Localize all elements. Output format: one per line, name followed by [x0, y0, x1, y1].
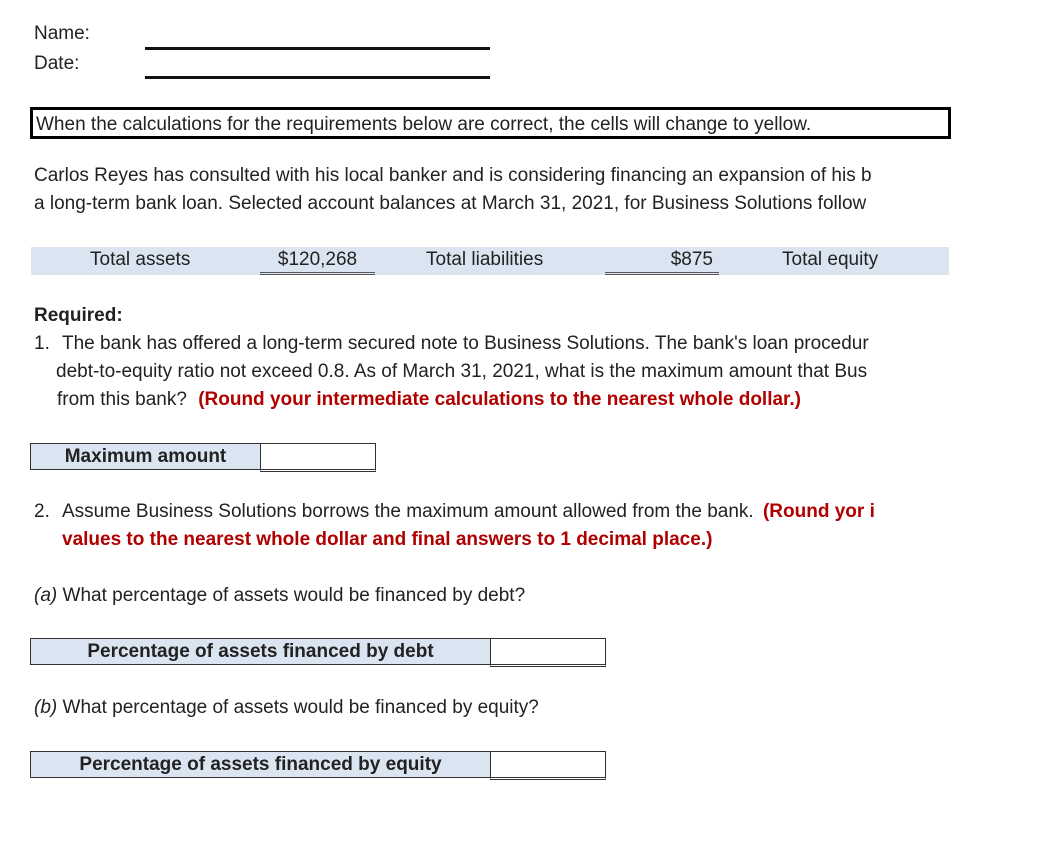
debt-percentage-input[interactable]: [490, 638, 606, 667]
qb-line: [34, 697, 539, 719]
maximum-amount-input[interactable]: [260, 443, 376, 472]
q2-question: Assume Business Solutions borrows the maximum amount allowed from the bank.: [62, 501, 754, 522]
q1-line-1: The bank has offered a long-term secured note to Business Solutions. The bank's loan procedur: [62, 333, 869, 354]
qa-tag: (a): [34, 585, 58, 606]
total-liabilities-label: Total liabilities: [426, 249, 544, 270]
q1-question-end: from this bank?: [57, 389, 187, 410]
qb-tag: (b): [34, 697, 58, 718]
q2-rounding-note-end: values to the nearest whole dollar and final answers to 1 decimal place.): [62, 529, 713, 550]
notice-text: When the calculations for the requirements below are correct, the cells will change to yellow.: [36, 114, 812, 135]
total-assets-value: $120,268: [260, 249, 375, 275]
equity-percentage-label: Percentage of assets financed by equity: [30, 751, 491, 778]
q2-rounding-note-start: (Round yor i: [762, 501, 875, 522]
qb-text: What percentage of assets would be financed by equity?: [62, 697, 539, 718]
q2-number: 2.: [34, 501, 50, 522]
required-heading: Required:: [34, 305, 123, 326]
q2-line-1: [62, 501, 875, 523]
name-field-line[interactable]: [145, 47, 490, 50]
equity-percentage-input[interactable]: [490, 751, 606, 780]
q1-line-3: [57, 389, 801, 411]
date-field-line[interactable]: [145, 76, 490, 79]
intro-line-2: a long-term bank loan. Selected account balances at March 31, 2021, for Business Solutions follow: [34, 193, 867, 214]
maximum-amount-label: Maximum amount: [30, 443, 261, 470]
intro-line-1: Carlos Reyes has consulted with his local banker and is considering financing an expansion of his b: [34, 165, 872, 186]
name-label: Name:: [34, 23, 90, 44]
total-liabilities-value: $875: [605, 249, 719, 275]
q1-number: 1.: [34, 333, 50, 354]
debt-percentage-label: Percentage of assets financed by debt: [30, 638, 491, 665]
q1-rounding-note: (Round your intermediate calculations to the nearest whole dollar.): [198, 389, 802, 410]
qa-line: [34, 585, 525, 607]
q1-line-2: debt-to-equity ratio not exceed 0.8. As of March 31, 2021, what is the maximum amount that Bus: [56, 361, 868, 382]
date-label: Date:: [34, 53, 80, 74]
total-assets-label: Total assets: [90, 249, 191, 270]
qa-text: What percentage of assets would be financed by debt?: [62, 585, 526, 606]
notice-box: [30, 107, 951, 139]
total-equity-label: Total equity: [782, 249, 879, 270]
